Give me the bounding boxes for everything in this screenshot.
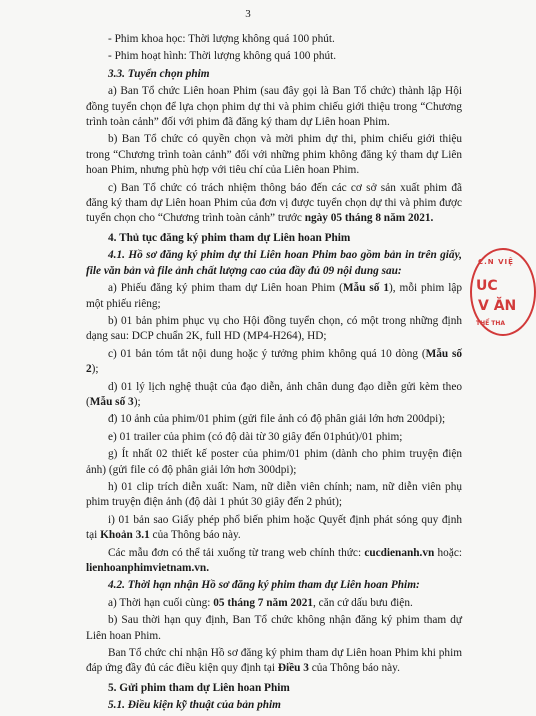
bold-text: lienhoanphimvietnam.vn. <box>86 562 210 574</box>
document-body <box>86 32 462 716</box>
subsection-heading <box>86 698 462 713</box>
text-run: 3.3. Tuyển chọn phim <box>108 67 210 80</box>
subsection-heading <box>86 578 462 593</box>
subsection-heading <box>86 67 462 82</box>
text-run: c) Ban Tổ chức có trách nhiệm thông báo đến các cơ sở sản xuất phim đã đăng ký tham dự Liên hoan Phim của đơn vị được tuyển chọn dự thi và phim được tuyển chọn cho “Chương trình toàn cảnh” trước <box>86 181 462 225</box>
paragraph <box>86 132 462 178</box>
paragraph <box>86 480 462 511</box>
paragraph <box>86 314 462 345</box>
section-heading <box>86 681 462 696</box>
text-run: b) Ban Tổ chức có quyền chọn và mời phim dự thi, phim chiếu giới thiệu trong “Chương trình toàn cảnh” đối với những phim không đăng ký tham dự Liên hoan Phim, nhưng phù hợp với tiêu chí của Liên hoan Phim. <box>86 133 462 177</box>
seal-text: V ĂN <box>478 298 517 314</box>
paragraph <box>86 281 462 312</box>
seal-text: C.N VIỆ <box>478 258 514 266</box>
text-run: của Thông báo này. <box>308 662 400 675</box>
text-run: , căn cứ dấu bưu điện. <box>313 596 413 609</box>
section-heading <box>86 231 462 246</box>
text-run: e) 01 trailer của phim (có độ dài từ 30 giây đến 01phút)/01 phim; <box>108 430 403 443</box>
text-run: h) 01 clip trích diễn xuất: Nam, nữ diễn viên chính; nam, nữ diễn viên phụ phim truyện điện ảnh (độ dài 1 phút 30 giây đến 2 phút); <box>86 480 462 509</box>
page-number: 3 <box>245 8 251 20</box>
bold-text: Mẫu số 2 <box>86 347 463 376</box>
bold-text: ngày 05 tháng 8 năm 2021. <box>304 212 434 225</box>
text-run: Ban Tổ chức chỉ nhận Hồ sơ đăng ký phim tham dự Liên hoan Phim khi phim đáp ứng đầy đủ các điều kiện quy định tại <box>86 647 462 675</box>
text-run: 4. Thủ tục đăng ký phim tham dự Liên hoan Phim <box>108 231 351 244</box>
text-run: a) Thời hạn cuối cùng: <box>108 596 214 609</box>
text-run: d) 01 lý lịch nghệ thuật của đạo diễn, ảnh chân dung đạo diễn gửi kèm theo ( <box>86 380 462 408</box>
seal-text: THỂ THA <box>476 320 506 327</box>
text-run: 4.1. Hồ sơ đăng ký phim dự thi Liên hoan Phim bao gồm bản in trên giấy, file văn bản và file ảnh chất lượng cao của đầy đủ 09 nội dung sau: <box>86 249 462 277</box>
paragraph <box>86 347 462 378</box>
paragraph <box>86 430 462 445</box>
paragraph <box>86 646 462 677</box>
paragraph <box>86 32 462 47</box>
text-run: a) Phiếu đăng ký phim tham dự Liên hoan Phim ( <box>108 282 343 295</box>
paragraph <box>86 613 462 644</box>
text-run: a) Ban Tổ chức Liên hoan Phim (sau đây gọi là Ban Tổ chức) thành lập Hội đồng tuyển chọn để lựa chọn phim dự thi và phim chiếu giới thiệu trong “Chương trình toàn cảnh” đối với phim đã đăng ký tham dự Liên hoan Phim. <box>86 85 462 129</box>
bold-text: Mẫu số 1 <box>342 282 390 295</box>
paragraph <box>86 380 462 411</box>
text-run: b) 01 bản phim phục vụ cho Hội đồng tuyển chọn, có một trong những định dạng sau: DCP chuẩn 2K, full HD (MP4-H264), HD; <box>86 314 462 343</box>
paragraph <box>86 546 462 577</box>
paragraph <box>86 412 462 427</box>
paragraph <box>86 181 462 227</box>
subsection-heading <box>86 248 462 279</box>
text-run: ), mỗi phim lập một phiếu riêng; <box>86 282 462 310</box>
text-run: b) Sau thời hạn quy định, Ban Tổ chức không nhận đăng ký phim tham dự Liên hoan Phim. <box>86 614 462 642</box>
text-run: c) 01 bản tóm tắt nội dung hoặc ý tưởng phim không quá 10 dòng ( <box>108 347 426 360</box>
official-seal <box>470 248 536 336</box>
text-run: hoặc: <box>434 546 462 559</box>
paragraph <box>86 84 462 130</box>
bold-text: Khoản 3.1 <box>100 529 150 542</box>
bold-text: Điều 3 <box>277 662 309 675</box>
seal-text: UC <box>476 278 498 294</box>
paragraph <box>86 447 462 478</box>
text-run: - Phim khoa học: Thời lượng không quá 100 phút. <box>108 33 335 45</box>
text-run: 5.1. Điều kiện kỹ thuật của bản phim <box>108 699 281 712</box>
text-run: 4.2. Thời hạn nhận Hồ sơ đăng ký phim tham dự Liên hoan Phim: <box>108 579 420 592</box>
paragraph <box>86 513 462 544</box>
text-run: g) Ít nhất 02 thiết kế poster của phim/01 phim (dành cho phim truyện điện ảnh) (gửi file có độ phân giải lớn hơn 300dpi); <box>86 448 462 476</box>
bold-text: 05 tháng 7 năm 2021 <box>213 596 314 609</box>
bold-text: cucdienanh.vn <box>364 546 435 559</box>
paragraph <box>86 596 462 611</box>
text-run: đ) 10 ảnh của phim/01 phim (gửi file ảnh có độ phân giải lớn hơn 200dpi); <box>108 413 446 426</box>
text-run: - Phim hoạt hình: Thời lượng không quá 100 phút. <box>108 50 337 63</box>
text-run: Các mẫu đơn có thể tải xuống từ trang web chính thức: <box>108 546 365 559</box>
text-run: ); <box>91 363 99 376</box>
text-run: 5. Gửi phim tham dự Liên hoan Phim <box>108 681 290 694</box>
text-run: của Thông báo này. <box>149 529 241 542</box>
text-run: ); <box>133 395 141 408</box>
text-run: i) 01 bản sao Giấy phép phổ biến phim hoặc Quyết định phát sóng quy định tại <box>86 513 462 542</box>
bold-text: Mẫu số 3 <box>89 395 134 408</box>
paragraph <box>86 49 462 64</box>
